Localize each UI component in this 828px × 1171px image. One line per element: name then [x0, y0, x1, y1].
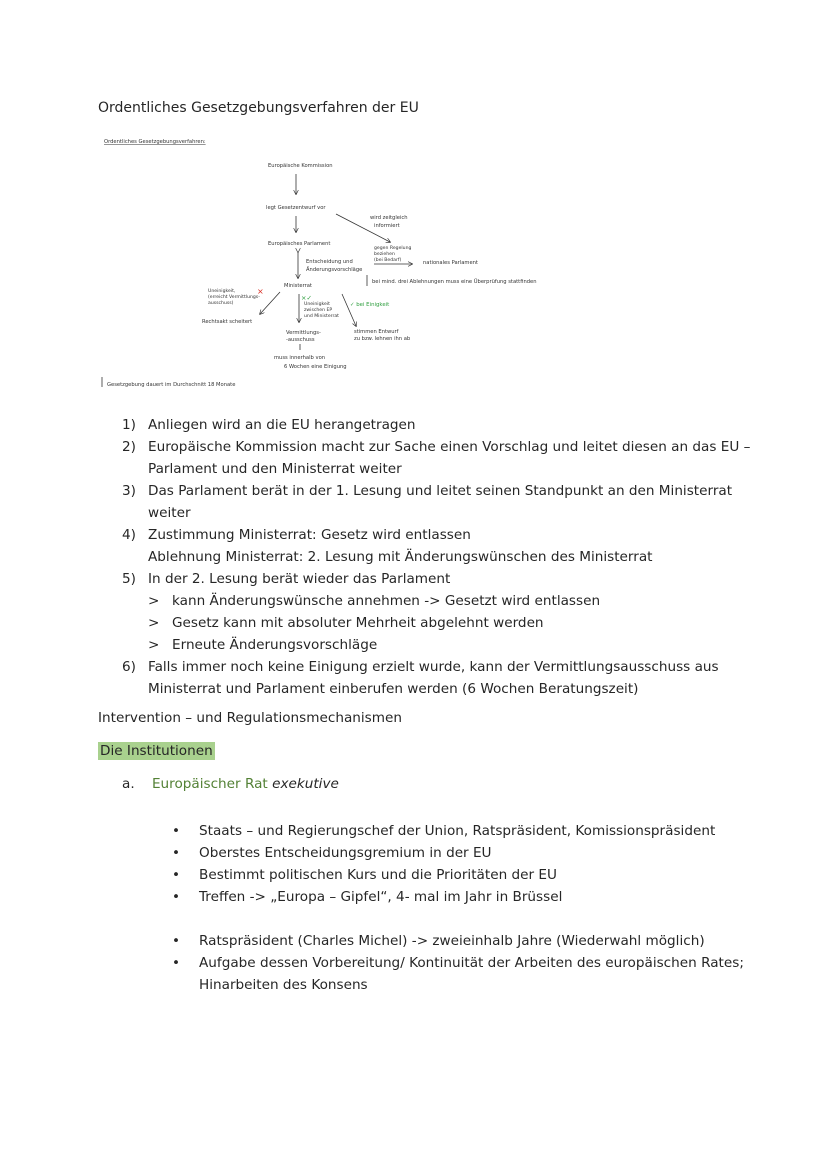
step-item: [122, 568, 750, 590]
diagram-commission: Europäische Kommission: [268, 163, 333, 169]
diagram-informed-1: wird zeitgleich: [370, 215, 408, 221]
substep-text: kann Änderungswünsche annehmen -> Gesetzt wird entlassen: [172, 593, 601, 609]
diagram-within-2: 6 Wochen eine Einigung: [284, 364, 347, 370]
diagram-unresolved-2: (erreicht Vermittlungs-: [208, 295, 260, 300]
step-text: weiter: [148, 505, 191, 521]
procedure-diagram: [98, 130, 537, 400]
bullet-dot: •: [172, 889, 181, 905]
institutions-highlight: Die Institutionen: [100, 743, 213, 759]
step-text: Das Parlament berät in der 1. Lesung und leitet seinen Standpunkt an den Ministerrat: [148, 483, 733, 499]
step-item: [122, 414, 750, 436]
diagram-objection-1: gegen Regelung: [374, 246, 412, 251]
rat-bullets-a: [172, 820, 715, 908]
diagram-decision-2: Änderungsvorschläge: [306, 267, 363, 273]
page-title: Ordentliches Gesetzgebungsverfahren der EU: [98, 100, 419, 116]
bullet-text: Treffen -> „Europa – Gipfel“, 4- mal im Jahr in Brüssel: [199, 889, 563, 905]
diagram-committee-1: Vermittlungs-: [286, 330, 321, 336]
diagram-draft-1: stimmen Entwurf: [354, 329, 399, 335]
diagram-agreement: ✓ bei Einigkeit: [350, 302, 390, 308]
bullet-text: Bestimmt politischen Kurs und die Prioritäten der EU: [199, 867, 557, 883]
bullet-dot: •: [172, 955, 181, 971]
rat-role: exekutive: [272, 776, 339, 792]
diagram-proposal: legt Gesetzentwurf vor: [266, 205, 326, 211]
diagram-disagree-3: und Ministerrat: [304, 314, 339, 319]
cross-mark: ×: [257, 287, 264, 296]
list-item: [172, 930, 744, 952]
diagram-svg: [98, 130, 537, 400]
step-text: Parlament und den Ministerrat weiter: [148, 461, 402, 477]
rat-letter: a.: [122, 776, 135, 792]
diagram-duration: Gesetzgebung dauert im Durchschnitt 18 Monate: [107, 382, 236, 388]
step-text: Europäische Kommission macht zur Sache einen Vorschlag und leitet diesen an das EU –: [148, 439, 751, 455]
bullet-text: Oberstes Entscheidungsgremium in der EU: [199, 845, 492, 861]
diagram-council: Ministerrat: [284, 283, 312, 289]
step-item: [122, 656, 750, 700]
substep-marker: >: [148, 593, 160, 609]
step-item: [122, 480, 750, 524]
list-item: [172, 842, 715, 864]
diagram-parliament: Europäisches Parlament: [268, 241, 331, 247]
diagram-heading: Ordentliches Gesetzgebungsverfahren:: [104, 139, 206, 145]
substep-item: [122, 590, 750, 612]
substep-item: [122, 634, 750, 656]
substep-marker: >: [148, 615, 160, 631]
step-number: 5): [122, 571, 136, 587]
substep-text: Erneute Änderungsvorschläge: [172, 637, 378, 653]
bullet-dot: •: [172, 933, 181, 949]
step-item: [122, 436, 750, 480]
diagram-note-check: bei mind. drei Ablehnungen muss eine Überprüfung stattfinden: [372, 279, 537, 285]
diagram-within-1: muss innerhalb von: [274, 355, 326, 361]
bullet-dot: •: [172, 823, 181, 839]
institutions-heading: [98, 743, 215, 759]
bullet-text: Staats – und Regierungschef der Union, Ratspräsident, Komissionspräsident: [199, 823, 716, 839]
rat-heading: [122, 776, 339, 792]
step-text: Ablehnung Ministerrat: 2. Lesung mit Änderungswünschen des Ministerrat: [148, 549, 653, 565]
diagram-committee-2: -ausschuss: [286, 337, 315, 343]
step-text: Ministerrat und Parlament einberufen werden (6 Wochen Beratungszeit): [148, 681, 639, 697]
step-text: Zustimmung Ministerrat: Gesetz wird entlassen: [148, 527, 471, 543]
check-mark: ×✓: [301, 294, 312, 302]
step-number: 1): [122, 417, 136, 433]
procedure-steps: [122, 414, 750, 700]
step-number: 3): [122, 483, 136, 499]
rat-bullets-b: [172, 930, 744, 996]
diagram-national-parliament: nationales Parlament: [423, 260, 478, 266]
bullet-text: Hinarbeiten des Konsens: [199, 977, 368, 993]
arrow-council-draft: [342, 294, 356, 326]
diagram-unresolved-3: ausschuss): [208, 301, 234, 306]
bullet-text: Aufgabe dessen Vorbereitung/ Kontinuität der Arbeiten des europäischen Rates;: [199, 955, 744, 971]
diagram-decision-1: Entscheidung und: [306, 259, 353, 265]
rat-name: Europäischer Rat: [151, 776, 268, 792]
bullet-text: Ratspräsident (Charles Michel) -> zweieinhalb Jahre (Wiederwahl möglich): [199, 933, 705, 949]
intervention-heading: Intervention – und Regulationsmechanismen: [98, 710, 402, 726]
diagram-informed-2: informiert: [374, 223, 400, 229]
step-item: [122, 524, 750, 568]
diagram-objection-2: beziehen: [374, 252, 395, 257]
diagram-disagree-2: zwischen EP: [304, 308, 333, 313]
list-item: [172, 864, 715, 886]
step-text: In der 2. Lesung berät wieder das Parlament: [148, 571, 451, 587]
step-number: 6): [122, 659, 136, 675]
diagram-unresolved-1: Uneinigkeit,: [208, 289, 236, 294]
substep-item: [122, 612, 750, 634]
bullet-dot: •: [172, 867, 181, 883]
list-item: [172, 820, 715, 842]
substep-text: Gesetz kann mit absoluter Mehrheit abgelehnt werden: [172, 615, 544, 631]
diagram-failed: Rechtsakt scheitert: [202, 319, 253, 325]
list-item: [172, 952, 744, 996]
diagram-draft-2: zu bzw. lehnen ihn ab: [354, 336, 411, 342]
list-item: [172, 886, 715, 908]
step-number: 2): [122, 439, 136, 455]
step-text: Falls immer noch keine Einigung erzielt wurde, kann der Vermittlungsausschuss aus: [148, 659, 719, 675]
step-number: 4): [122, 527, 136, 543]
diagram-objection-3: (bei Bedarf): [374, 258, 402, 263]
diagram-disagree-1: Uneinigkeit: [304, 302, 330, 307]
step-text: Anliegen wird an die EU herangetragen: [148, 417, 416, 433]
substep-marker: >: [148, 637, 160, 653]
bullet-dot: •: [172, 845, 181, 861]
